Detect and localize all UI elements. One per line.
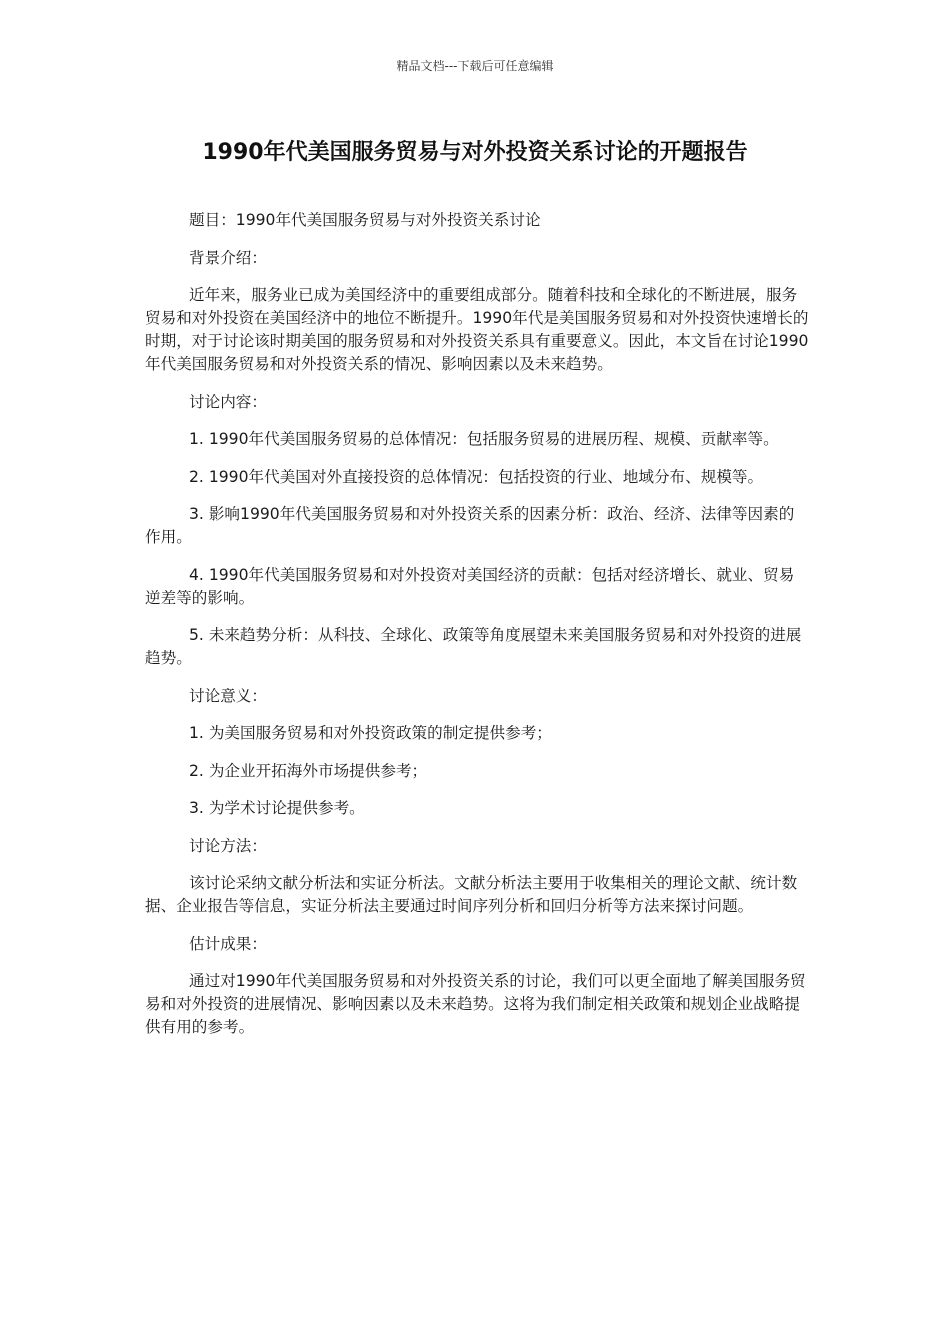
content-item-3: 3. 影响1990年代美国服务贸易和对外投资关系的因素分析：政治、经济、法律等因素的作用。 <box>145 505 795 546</box>
document-body <box>145 209 809 1054</box>
significance-item-1: 1. 为美国服务贸易和对外投资政策的制定提供参考； <box>189 724 552 742</box>
content-item-4: 4. 1990年代美国服务贸易和对外投资对美国经济的贡献：包括对经济增长、就业、贸易逆差等的影响。 <box>145 565 795 607</box>
paragraph-background: 近年来，服务业已成为美国经济中的重要组成部分。随着科技和全球化的不断进展，服务贸易和对外投资在美国经济中的地位不断提升。1990年代是美国服务贸易和对外投资快速增长的时期，对于讨论该时期美国的服务贸易和对外投资关系具有重要意义。因此，本文旨在讨论1990年代美国服务贸易和对外投资关系的情况、影响因素以及未来趋势。 <box>145 286 809 373</box>
content-item-5: 5. 未来趋势分析：从科技、全球化、政策等角度展望未来美国服务贸易和对外投资的进展趋势。 <box>145 626 802 667</box>
header-note: 精品文档---下载后可任意编辑 <box>396 59 554 73</box>
content-item-2: 2. 1990年代美国对外直接投资的总体情况：包括投资的行业、地域分布、规模等。 <box>189 467 764 486</box>
heading-content: 讨论内容： <box>189 392 267 411</box>
content-item-1: 1. 1990年代美国服务贸易的总体情况：包括服务贸易的进展历程、规模、贡献率等。 <box>189 430 779 448</box>
paragraph-method: 该讨论采纳文献分析法和实证分析法。文献分析法主要用于收集相关的理论文献、统计数据、企业报告等信息，实证分析法主要通过时间序列分析和回归分析等方法来探讨问题。 <box>145 874 798 915</box>
document-title: 1990年代美国服务贸易与对外投资关系讨论的开题报告 <box>202 140 748 165</box>
heading-significance: 讨论意义： <box>189 686 267 705</box>
heading-expected-results: 估计成果： <box>189 934 267 953</box>
significance-item-2: 2. 为企业开拓海外市场提供参考； <box>189 761 428 780</box>
heading-background: 背景介绍： <box>189 248 267 267</box>
significance-item-3: 3. 为学术讨论提供参考。 <box>189 799 365 817</box>
paragraph-expected-results: 通过对1990年代美国服务贸易和对外投资关系的讨论，我们可以更全面地了解美国服务贸易和对外投资的进展情况、影响因素以及未来趋势。这将为我们制定相关政策和规划企业战略提供有用的参考。 <box>145 972 806 1036</box>
paragraph-topic: 题目：1990年代美国服务贸易与对外投资关系讨论 <box>189 211 541 229</box>
heading-method: 讨论方法： <box>189 836 267 855</box>
